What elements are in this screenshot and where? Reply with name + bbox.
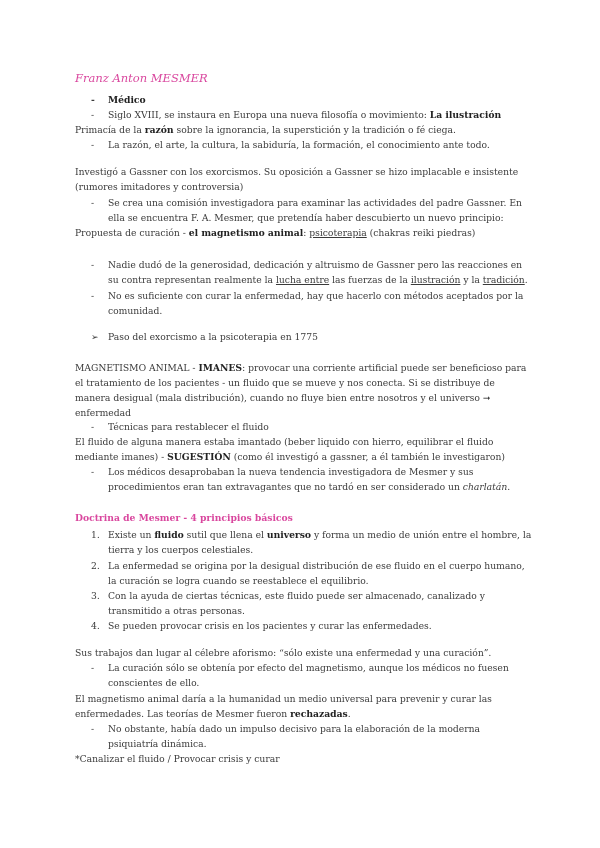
- principle-3-l1: Con la ayuda de ciertas técnicas, este fluido puede ser almacenado, canalizado y: [108, 591, 485, 602]
- bullet-medico: [108, 95, 146, 107]
- bullet-comision-l1: Se crea una comisión investigadora para examinar las actividades del padre Gassner. En: [108, 198, 522, 209]
- principle-2-l1: La enfermedad se origina por la desigual distribución de ese fluido en el cuerpo humano,: [108, 561, 525, 572]
- charlatan-italic: charlatán: [462, 482, 508, 493]
- arrow-bullet-marker: ➢: [91, 332, 99, 343]
- bullet-nadie-l2: su contra representan realmente la lucha entre las fuerzas de la ilustración y la tradición.: [108, 275, 528, 286]
- line-sugestion: mediante imanes) - SUGESTIÓN (como él investigó a gassner, a él también le investigaron): [75, 452, 505, 463]
- razon-bold: razón: [144, 125, 174, 136]
- paragraph-line: (rumores imitadores y controversia): [75, 182, 244, 193]
- bullet-marker: -: [91, 95, 95, 106]
- bullet-text: Médico: [108, 95, 146, 106]
- bullet-comision-l2: ella se encuentra F. A. Mesmer, que pretendía haber descubierto un nuevo principio:: [108, 213, 504, 224]
- section-heading: Doctrina de Mesmer - 4 principios básicos: [75, 513, 293, 524]
- list-number: 2.: [91, 561, 100, 572]
- bullet-marker: -: [91, 291, 95, 302]
- fluido-bold: fluido: [154, 530, 184, 541]
- principle-1-l2: tierra y los cuerpos celestiales.: [108, 545, 254, 556]
- principle-1-l1: Existe un fluido sutil que llena el universo y forma un medio de unión entre el hombre, la: [108, 530, 532, 541]
- line-propuesta: Propuesta de curación - el magnetismo animal: psicoterapia (chakras reiki piedras): [75, 228, 476, 239]
- bullet-marker: -: [91, 663, 95, 674]
- bullet-marker: -: [91, 110, 95, 121]
- bullet-nadie-l1: Nadie dudó de la generosidad, dedicación y altruismo de Gassner pero las reacciones en: [108, 260, 523, 271]
- bullet-paso: Paso del exorcismo a la psicoterapia en 1775: [108, 332, 318, 343]
- bullet-razon: La razón, el arte, la cultura, la sabiduría, la formación, el conocimiento ante todo.: [108, 140, 490, 151]
- bullet-medicos-l1: Los médicos desaprobaban la nueva tendencia investigadora de Mesmer y sus: [108, 467, 474, 478]
- bullet-suficiente-l1: No es suficiente con curar la enfermedad, hay que hacerlo con métodos aceptados por la: [108, 291, 524, 302]
- bullet-medicos-l2: procedimientos eran tan extravagantes que no tardó en ser considerado un charlatán.: [108, 482, 511, 493]
- principle-4: Se pueden provocar crisis en los pacientes y curar las enfermedades.: [108, 621, 432, 632]
- bullet-marker: -: [91, 260, 95, 271]
- bullet-noobstante-l2: psiquiatría dinámica.: [108, 739, 207, 750]
- bullet-suficiente-l2: comunidad.: [108, 306, 163, 317]
- paragraph-line: Sus trabajos dan lugar al célebre aforismo: “sólo existe una enfermedad y una curación”.: [75, 648, 492, 659]
- bullet-marker: -: [91, 140, 95, 151]
- list-number: 1.: [91, 530, 100, 541]
- bullet-marker: -: [91, 724, 95, 735]
- paragraph-line: enfermedad: [75, 408, 131, 419]
- bullet-marker: -: [91, 467, 95, 478]
- ilustracion-bold: La ilustración: [429, 110, 502, 121]
- bullet-curacion-l2: conscientes de ello.: [108, 678, 200, 689]
- paragraph-line: El fluido de alguna manera estaba imantado (beber liquido con hierro, equilibrar el fluido: [75, 437, 494, 448]
- paragraph-line: Investigó a Gassner con los exorcismos. Su oposición a Gassner se hizo implacable e insistente: [75, 167, 519, 178]
- sugestion-bold: SUGESTIÓN: [167, 452, 231, 463]
- imanes-bold: IMANES: [198, 363, 243, 374]
- footnote-line: *Canalizar el fluido / Provocar crisis y curar: [75, 754, 280, 765]
- paragraph-line: El magnetismo animal daría a la humanidad un medio universal para prevenir y curar las: [75, 694, 492, 705]
- paragraph-line: el tratamiento de los pacientes - un fluido que se mueve y nos conecta. Si se distribuye de: [75, 378, 495, 389]
- principle-3-l2: transmitido a otras personas.: [108, 606, 245, 617]
- document-title: Franz Anton MESMER: [75, 71, 208, 85]
- line-magnetismo: MAGNETISMO ANIMAL - IMANES: provocar una corriente artificial puede ser beneficioso para: [75, 363, 527, 374]
- magnetismo-bold: el magnetismo animal: [188, 228, 304, 239]
- line-primacia: Primacía de la razón sobre la ignorancia, la superstición y la tradición o fé ciega.: [75, 125, 456, 136]
- psicoterapia-underline: psicoterapia: [309, 228, 367, 239]
- bullet-marker: -: [91, 422, 95, 433]
- bullet-tecnicas: Técnicas para restablecer el fluido: [108, 422, 269, 433]
- bullet-marker: -: [91, 198, 95, 209]
- list-number: 4.: [91, 621, 100, 632]
- bullet-noobstante-l1: No obstante, había dado un impulso decisivo para la elaboración de la moderna: [108, 724, 480, 735]
- list-number: 3.: [91, 591, 100, 602]
- bullet-siglo: Siglo XVIII, se instaura en Europa una nueva filosofía o movimiento: La ilustración: [108, 110, 502, 121]
- rechazadas-bold: rechazadas: [290, 709, 348, 720]
- bullet-curacion-l1: La curación sólo se obtenía por efecto del magnetismo, aunque los médicos no fuesen: [108, 663, 509, 674]
- line-rechazadas: enfermedades. Las teorías de Mesmer fueron rechazadas.: [75, 709, 351, 720]
- principle-2-l2: la curación se logra cuando se reestablece el equilibrio.: [108, 576, 369, 587]
- paragraph-line: manera desigual (mala distribución), cuando no fluye bien entre nosotros y el universo ➞: [75, 393, 491, 404]
- universo-bold: universo: [266, 530, 312, 541]
